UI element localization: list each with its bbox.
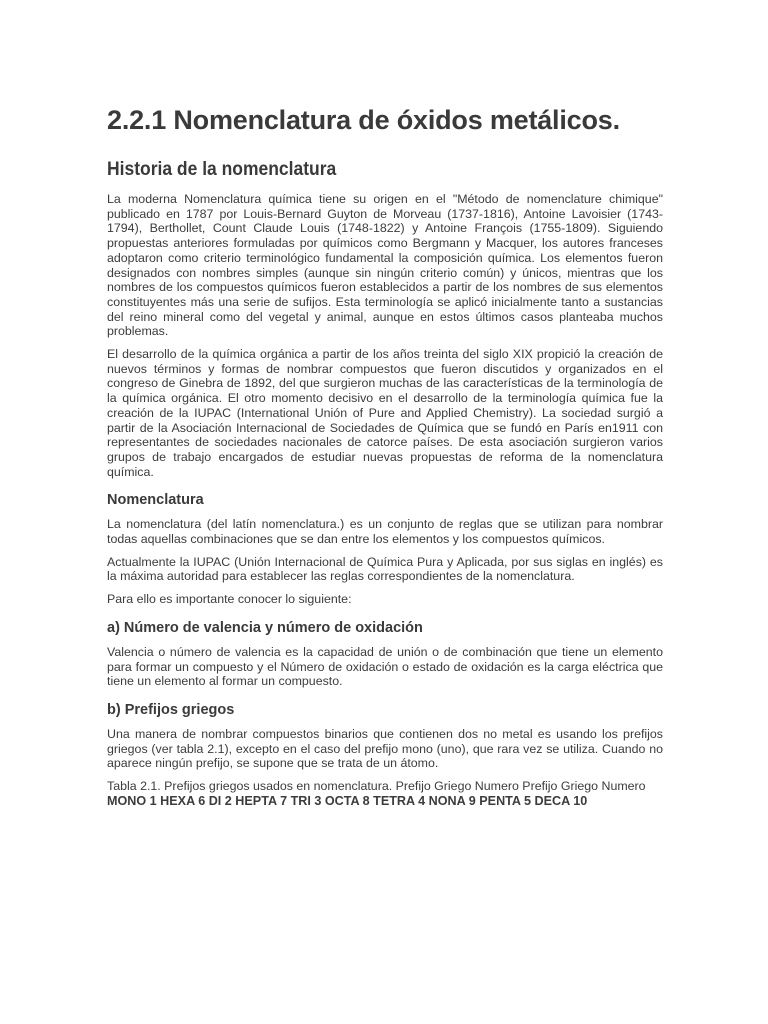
table-values: MONO 1 HEXA 6 DI 2 HEPTA 7 TRI 3 OCTA 8 TETRA 4 NONA 9 PENTA 5 DECA 10 [107, 793, 588, 808]
section-heading-historia: Historia de la nomenclatura [107, 159, 337, 180]
paragraph: Valencia o número de valencia es la capacidad de unión o de combinación que tiene un elemento para formar un compuesto y el Número de oxidación o estado de oxidación es la carga eléctrica que tiene un elemento al formar un compuesto. [107, 644, 663, 689]
section-heading-prefijos: b) Prefijos griegos [107, 701, 235, 718]
paragraph: La nomenclatura (del latín nomenclatura.) es un conjunto de reglas que se utilizan para nombrar todas aquellas combinaciones que se dan entre los elementos y los compuestos químicos. [107, 517, 663, 547]
section-heading-nomenclatura: Nomenclatura [107, 492, 204, 509]
paragraph: Para ello es importante conocer lo siguiente: [107, 592, 352, 607]
paragraph: Una manera de nombrar compuestos binarios que contienen dos no metal es usando los prefijos griegos (ver tabla 2.1), excepto en el caso del prefijo mono (uno), que rara vez se utiliza. Cuando no aparece ningún prefijo, se supone que se trata de un átomo. [107, 726, 663, 771]
page-title: 2.2.1 Nomenclatura de óxidos metálicos. [107, 105, 620, 135]
table-caption: Tabla 2.1. Prefijos griegos usados en nomenclatura. Prefijo Griego Numero Prefijo Griego Numero [107, 779, 646, 794]
paragraph: Actualmente la IUPAC (Unión Internacional de Química Pura y Aplicada, por sus siglas en inglés) es la máxima autoridad para establecer las reglas correspondientes de la nomenclatura. [107, 554, 663, 584]
paragraph: La moderna Nomenclatura química tiene su origen en el "Método de nomenclature chimique" publicado en 1787 por Louis-Bernard Guyton de Morveau (1737-1816), Antoine Lavoisier (1743-1794), Berthollet, Count Claude Louis (1748-1822) y Antoine François (1755-1809). Siguiendo propuestas anteriores formuladas por químicos como Bergmann y Macquer, los autores franceses adoptaron como criterio terminológico fundamental la composición química. Los elementos fueron designados con nombres simples (aunque sin ningún criterio común) y únicos, mientras que los nombres de los compuestos químicos fueron establecidos a partir de los nombres de sus elementos constituyentes más una serie de sufijos. Esta terminología se aplicó inicialmente tanto a sustancias del reino mineral como del vegetal y animal, aunque en estos últimos casos planteaba muchos problemas. [107, 192, 663, 339]
paragraph: El desarrollo de la química orgánica a partir de los años treinta del siglo XIX propició la creación de nuevos términos y formas de nombrar compuestos que fueron discutidos y organizados en el congreso de Ginebra de 1892, del que surgieron muchas de las características de la terminología de la química orgánica. El otro momento decisivo en el desarrollo de la terminología química fue la creación de la IUPAC (International Unión of Pure and Applied Chemistry). La sociedad surgió a partir de la Asociación Internacional de Sociedades de Química que se fundó en París en1911 con representantes de sociedades nacionales de catorce países. De esta asociación surgieron varios grupos de trabajo encargados de estudiar nuevas propuestas de reforma de la nomenclatura química. [107, 347, 663, 479]
document-page [107, 104, 663, 817]
section-heading-valencia: a) Número de valencia y número de oxidación [107, 619, 423, 636]
